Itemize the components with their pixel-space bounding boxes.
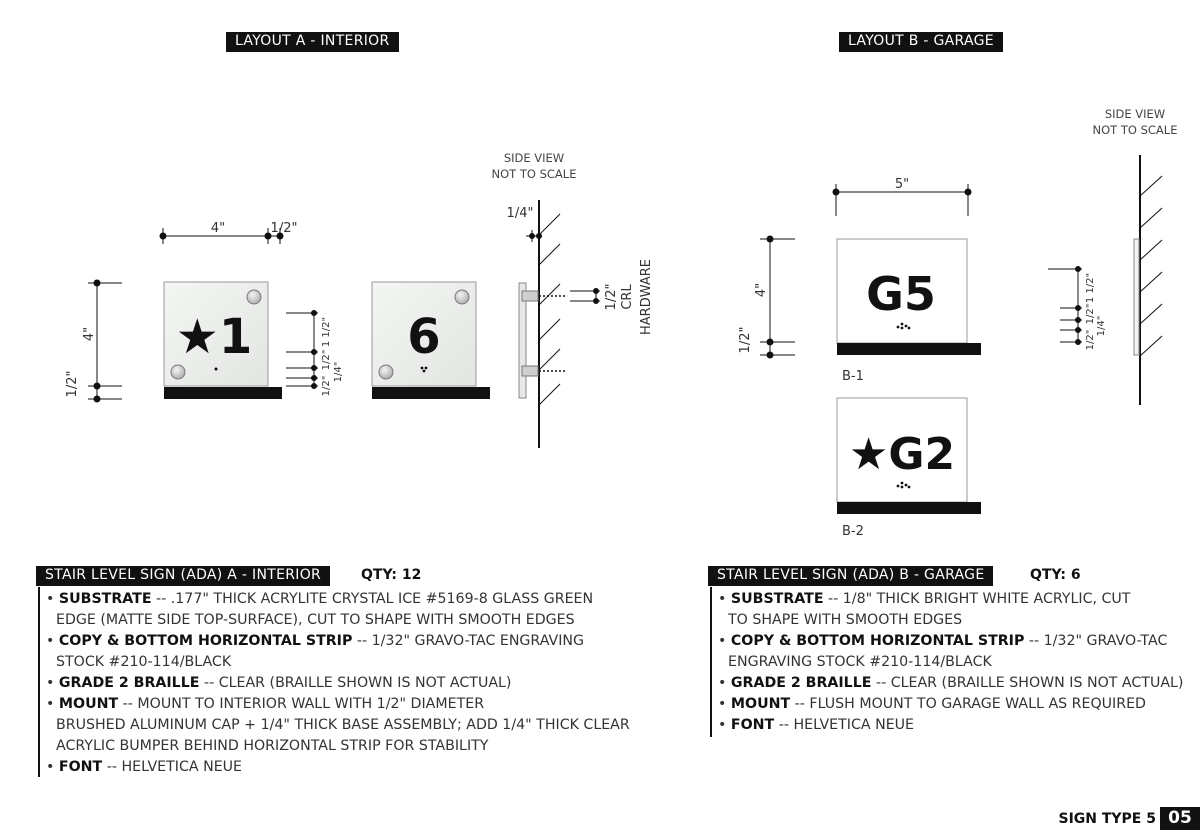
spec-item-key: FONT [58, 759, 103, 775]
spec-item [46, 757, 630, 778]
spec-a-rule [38, 587, 40, 777]
layout-b-dim-width: 5" [894, 177, 910, 192]
spec-item [718, 715, 1183, 736]
layout-a-sign-1-text: ★1 [175, 309, 253, 365]
bullet: • [46, 759, 59, 775]
spec-b-rule [710, 587, 712, 737]
layout-b-side-half: 1/2" [1085, 303, 1096, 325]
spec-a-header: STAIR LEVEL SIGN (ADA) A - INTERIOR [36, 566, 330, 586]
layout-a-sign-2-text: 6 [407, 309, 441, 365]
layout-a-dim-quarter: 1/4" [333, 361, 344, 383]
spec-item [718, 631, 1183, 652]
layout-a-dim-strip: 1/2" [65, 370, 80, 398]
spec-b-header: STAIR LEVEL SIGN (ADA) B - GARAGE [708, 566, 993, 586]
page-number: 05 [1160, 807, 1200, 830]
layout-b-side-view-label: SIDE VIEW [1104, 107, 1166, 121]
layout-a-hardware-label: HARDWARE [639, 259, 654, 335]
spec-item-key: SUBSTRATE [58, 591, 152, 607]
bullet: • [718, 696, 731, 712]
layout-a-crl-label: CRL [620, 284, 635, 310]
bullet: • [46, 696, 59, 712]
layout-a-dim-height: 4" [82, 326, 97, 342]
spec-item-continuation: EDGE (MATTE SIDE TOP-SURFACE), CUT TO SHAPE WITH SMOOTH EDGES [56, 612, 575, 628]
spec-item-key: MOUNT [730, 696, 791, 712]
layout-b-sign-2 [837, 398, 981, 514]
spec-item-text: -- 1/32" GRAVO-TAC ENGRAVING [352, 633, 585, 649]
bullet: • [46, 633, 59, 649]
spec-item [718, 694, 1183, 715]
layout-a-side-quarter: 1/4" [506, 206, 534, 221]
layout-a-title: LAYOUT A - INTERIOR [226, 32, 399, 52]
bullet: • [46, 675, 59, 691]
spec-b-qty: QTY: 6 [1030, 567, 1081, 583]
layout-a-side-view [519, 200, 600, 448]
spec-item-continuation: ACRYLIC BUMPER BEHIND HORIZONTAL STRIP FOR STABILITY [56, 738, 489, 754]
spec-item-key: MOUNT [58, 696, 119, 712]
spec-item [46, 673, 630, 694]
sign-type-label: SIGN TYPE 5 [1058, 811, 1156, 827]
spec-b-list [718, 589, 1183, 736]
spec-item-text: -- .177" THICK ACRYLITE CRYSTAL ICE #5169-8 GLASS GREEN [151, 591, 594, 607]
layout-b-side-view [1048, 155, 1162, 405]
layout-b-not-to-scale-label: NOT TO SCALE [1092, 123, 1178, 137]
layout-a-dim-width: 4" [210, 221, 226, 236]
spec-a-list [46, 589, 630, 778]
spec-item-key: SUBSTRATE [730, 591, 824, 607]
spec-item [46, 589, 630, 610]
layout-b-sign-1-text: G5 [866, 267, 936, 321]
layout-b-dim-height: 4" [754, 282, 769, 298]
spec-item-continuation: STOCK #210-114/BLACK [56, 654, 232, 670]
spec-item [46, 694, 630, 715]
bullet: • [718, 633, 731, 649]
bullet: • [718, 675, 731, 691]
spec-item-text: -- CLEAR (BRAILLE SHOWN IS NOT ACTUAL) [871, 675, 1184, 691]
spec-item-key: COPY & BOTTOM HORIZONTAL STRIP [730, 633, 1025, 649]
spec-item [718, 589, 1183, 610]
layout-a-side-view-label: SIDE VIEW [503, 151, 565, 165]
spec-item-text: -- 1/32" GRAVO-TAC [1024, 633, 1168, 649]
layout-a-not-to-scale-label: NOT TO SCALE [491, 167, 577, 181]
spec-a-qty: QTY: 12 [361, 567, 422, 583]
bullet: • [718, 717, 731, 733]
layout-b-dim-strip: 1/2" [738, 326, 753, 354]
layout-a-dim-half-2: 1/2" [321, 375, 332, 397]
spec-item-text: -- HELVETICA NEUE [774, 717, 915, 733]
layout-b-sign-2-label: B-2 [842, 524, 864, 539]
layout-a-side-half: 1/2" [604, 283, 619, 311]
layout-b-side-quarter: 1/4" [1096, 315, 1107, 337]
spec-item-continuation: ENGRAVING STOCK #210-114/BLACK [728, 654, 992, 670]
layout-b-sign-1 [837, 239, 981, 355]
layout-b-side-half-2: 1/2" [1085, 329, 1096, 351]
spec-item [718, 673, 1183, 694]
spec-item-text: -- CLEAR (BRAILLE SHOWN IS NOT ACTUAL) [199, 675, 512, 691]
spec-item-key: GRADE 2 BRAILLE [730, 675, 872, 691]
layout-b-side-one-half: 1 1/2" [1085, 272, 1096, 304]
spec-item-continuation: TO SHAPE WITH SMOOTH EDGES [728, 612, 963, 628]
spec-item-continuation: BRUSHED ALUMINUM CAP + 1/4" THICK BASE ASSEMBLY; ADD 1/4" THICK CLEAR [56, 717, 630, 733]
spec-item-text: -- FLUSH MOUNT TO GARAGE WALL AS REQUIRED [790, 696, 1146, 712]
layout-a-dim-half: 1/2" [321, 349, 332, 371]
bullet: • [718, 591, 731, 607]
layout-a-braille-dimension [286, 311, 318, 389]
layout-a-dim-margin: 1/2" [270, 221, 298, 236]
spec-item-key: GRADE 2 BRAILLE [58, 675, 200, 691]
spec-item-key: FONT [730, 717, 775, 733]
layout-b-sign-2-text: ★G2 [848, 429, 956, 480]
spec-item-key: COPY & BOTTOM HORIZONTAL STRIP [58, 633, 353, 649]
layout-b-sign-1-label: B-1 [842, 369, 864, 384]
layout-b-title: LAYOUT B - GARAGE [839, 32, 1003, 52]
spec-item-text: -- 1/8" THICK BRIGHT WHITE ACRYLIC, CUT [823, 591, 1131, 607]
spec-item [46, 631, 630, 652]
spec-item-text: -- MOUNT TO INTERIOR WALL WITH 1/2" DIAMETER [118, 696, 485, 712]
layout-a-dim-one-half: 1 1/2" [321, 316, 332, 348]
layout-a-sign-2 [372, 282, 490, 399]
layout-a-sign-1 [164, 282, 282, 399]
spec-item-text: -- HELVETICA NEUE [102, 759, 243, 775]
bullet: • [46, 591, 59, 607]
